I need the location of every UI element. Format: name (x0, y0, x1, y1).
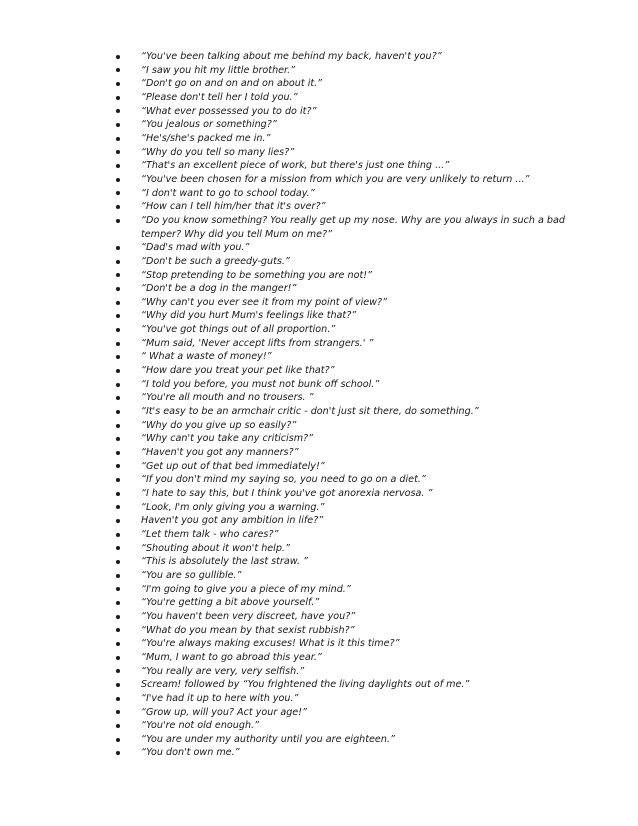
list-item (112, 610, 582, 624)
list-item (112, 419, 582, 433)
quote-text: “Don't be a dog in the manger!” (141, 283, 297, 295)
list-item (112, 77, 582, 91)
list-item (112, 269, 582, 283)
quote-text: “Don't go on and on and on about it.” (141, 78, 323, 90)
list-item (112, 719, 582, 733)
quote-text: “You're all mouth and no trousers. ” (141, 392, 314, 404)
bullet-icon (116, 314, 120, 318)
quote-text: “Why did you hurt Mum's feelings like that?” (141, 310, 357, 322)
quote-text: “It's easy to be an armchair critic - don't just sit there, do something.” (141, 406, 479, 418)
bullet-icon (116, 642, 120, 646)
bullet-icon (116, 710, 120, 714)
bullet-icon (116, 560, 120, 564)
list-item (112, 255, 582, 269)
quote-text: “You jealous or something?” (141, 119, 277, 131)
bullet-icon (116, 137, 120, 141)
list-item (112, 309, 582, 323)
quote-text: “How dare you treat your pet like that?” (141, 365, 335, 377)
bullet-icon (116, 424, 120, 428)
bullet-icon (116, 724, 120, 728)
quote-text: “What ever possessed you to do it?” (141, 105, 317, 117)
list-item (112, 432, 582, 446)
quote-text: “Please don't tell her I told you.” (141, 91, 298, 103)
bullet-icon (116, 109, 120, 113)
list-item (112, 64, 582, 78)
quote-text: “Why can't you take any criticism?” (141, 433, 314, 445)
quote-text: “He's/she's packed me in.” (141, 132, 271, 144)
quote-text: “Haven't you got any manners?” (141, 447, 299, 459)
list-item (112, 214, 582, 241)
quote-text: “Why do you tell so many lies?” (141, 146, 295, 158)
quote-text: “Mum, I want to go abroad this year.” (141, 651, 322, 663)
bullet-icon (116, 150, 120, 154)
quote-text: “You've been chosen for a mission from which you are very unlikely to return ...” (141, 173, 530, 185)
list-item (112, 296, 582, 310)
list-item (112, 159, 582, 173)
bullet-icon (116, 191, 120, 195)
bullet-icon (116, 669, 120, 673)
quote-text: “Get up out of that bed immediately!” (141, 460, 325, 472)
list-item (112, 173, 582, 187)
bullet-icon (116, 55, 120, 59)
bullet-icon (116, 697, 120, 701)
list-item (112, 105, 582, 119)
quote-text: “You're always making excuses! What is it this time?” (141, 638, 400, 650)
list-item (112, 50, 582, 64)
list-item (112, 678, 582, 692)
bullet-icon (116, 628, 120, 632)
quote-text: “You're not old enough.” (141, 720, 260, 732)
quote-text: “Mum said, 'Never accept lifts from strangers.' ” (141, 337, 374, 349)
quote-text: “You're getting a bit above yourself.” (141, 597, 320, 609)
bullet-icon (116, 751, 120, 755)
bullet-icon (116, 123, 120, 127)
bullet-icon (116, 96, 120, 100)
list-item (112, 391, 582, 405)
quote-text: “Look, I'm only giving you a warning.” (141, 501, 325, 513)
bullet-icon (116, 301, 120, 305)
bullet-icon (116, 205, 120, 209)
list-item (112, 651, 582, 665)
quote-text: “Don't be such a greedy-guts.” (141, 255, 290, 267)
list-item (112, 542, 582, 556)
list-item (112, 378, 582, 392)
quote-text: “Grow up, will you? Act your age!” (141, 706, 308, 718)
list-item (112, 337, 582, 351)
bullet-icon (116, 410, 120, 414)
bullet-icon (116, 219, 120, 223)
bullet-icon (116, 533, 120, 537)
bullet-icon (116, 683, 120, 687)
bullet-icon (116, 656, 120, 660)
quote-text: “I told you before, you must not bunk off school.” (141, 378, 380, 390)
bullet-icon (116, 478, 120, 482)
quote-text: “You've been talking about me behind my back, haven't you?” (141, 51, 442, 62)
quote-text: Scream! followed by “You frightened the living daylights out of me.” (141, 679, 470, 691)
list-item (112, 596, 582, 610)
list-item (112, 146, 582, 160)
list-item (112, 665, 582, 679)
bullet-icon (116, 738, 120, 742)
bullet-icon (116, 246, 120, 250)
bullet-icon (116, 601, 120, 605)
quote-text: “I'm going to give you a piece of my mind.” (141, 583, 351, 595)
quote-text: “I saw you hit my little brother.” (141, 64, 296, 76)
bullet-icon (116, 68, 120, 72)
list-item (112, 473, 582, 487)
bullet-icon (116, 342, 120, 346)
list-item (112, 364, 582, 378)
quote-text: “How can I tell him/her that it's over?” (141, 201, 326, 213)
bullet-icon (116, 273, 120, 277)
list-item (112, 555, 582, 569)
bullet-icon (116, 328, 120, 332)
list-item (112, 583, 582, 597)
quote-list (112, 50, 582, 760)
quote-text: “You are under my authority until you are eighteen.” (141, 733, 395, 745)
quote-text: “I don't want to go to school today.” (141, 187, 315, 199)
list-item (112, 692, 582, 706)
list-item (112, 350, 582, 364)
bullet-icon (116, 260, 120, 264)
bullet-icon (116, 383, 120, 387)
quote-text: “You haven't been very discreet, have you?” (141, 610, 356, 622)
quote-text: “Dad's mad with you.” (141, 242, 250, 254)
list-item (112, 405, 582, 419)
list-item (112, 200, 582, 214)
list-item (112, 706, 582, 720)
bullet-icon (116, 355, 120, 359)
list-item (112, 746, 582, 760)
list-item (112, 528, 582, 542)
bullet-icon (116, 505, 120, 509)
quote-text: “ What a waste of money!” (141, 351, 272, 363)
quote-text: “You don't own me.” (141, 747, 240, 759)
list-item (112, 460, 582, 474)
quote-text: “Shouting about it won't help.” (141, 542, 290, 554)
quote-text: “What do you mean by that sexist rubbish?” (141, 624, 355, 636)
bullet-icon (116, 437, 120, 441)
quote-text: “If you don't mind my saying so, you need to go on a diet.” (141, 474, 426, 486)
bullet-icon (116, 546, 120, 550)
bullet-icon (116, 178, 120, 182)
quote-text: “Why do you give up so easily?” (141, 419, 297, 431)
bullet-icon (116, 615, 120, 619)
quote-text: “I've had it up to here with you.” (141, 692, 299, 704)
bullet-icon (116, 396, 120, 400)
quote-text: “Do you know something? You really get up my nose. Why are you always in such a bad temper? Why did you tell Mum on me?” (141, 214, 565, 240)
bullet-icon (116, 451, 120, 455)
list-item (112, 118, 582, 132)
quote-text: “I hate to say this, but I think you've got anorexia nervosa. ” (141, 488, 433, 499)
list-item (112, 282, 582, 296)
list-item (112, 733, 582, 747)
list-item (112, 132, 582, 146)
bullet-icon (116, 492, 120, 496)
quote-text: “This is absolutely the last straw. ” (141, 556, 309, 568)
list-item (112, 514, 582, 528)
quote-text: “Why can't you ever see it from my point of view?” (141, 296, 388, 308)
bullet-icon (116, 587, 120, 591)
list-item (112, 624, 582, 638)
quote-text: “You are so gullible.” (141, 569, 242, 581)
quote-text: “That's an excellent piece of work, but there's just one thing ...” (141, 160, 450, 172)
list-item (112, 637, 582, 651)
list-item (112, 323, 582, 337)
list-item (112, 187, 582, 201)
bullet-icon (116, 164, 120, 168)
quote-text: “You really are very, very selfish.” (141, 665, 305, 677)
list-item (112, 501, 582, 515)
bullet-icon (116, 519, 120, 523)
list-item (112, 446, 582, 460)
bullet-icon (116, 287, 120, 291)
quote-text: Haven't you got any ambition in life?” (141, 515, 324, 527)
quote-text: “Let them talk - who cares?” (141, 528, 279, 540)
list-item (112, 569, 582, 583)
quote-text: “Stop pretending to be something you are not!” (141, 269, 373, 281)
bullet-icon (116, 464, 120, 468)
quote-text: “You've got things out of all proportion.” (141, 324, 336, 336)
bullet-icon (116, 82, 120, 86)
bullet-icon (116, 369, 120, 373)
list-item (112, 487, 582, 501)
list-item (112, 241, 582, 255)
list-item (112, 91, 582, 105)
bullet-icon (116, 574, 120, 578)
